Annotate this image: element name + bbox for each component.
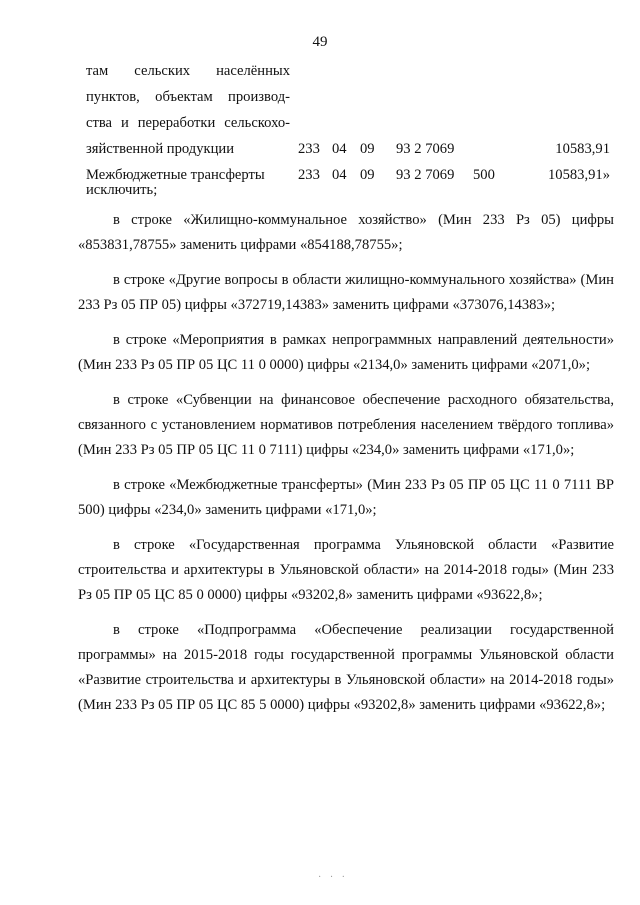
cell-rz: 04 [332, 167, 347, 183]
row-name-line: ства и переработки сельскохо- [86, 115, 290, 131]
amendment-paragraph: в строке «Субвенции на финансовое обеспечение расходного обязательства, связанного с установлением нормативов потребления населением твёрдого топлива» (Мин 233 Рз 05 ПР 05 ЦС 11 0 7111) цифры «234,0» заменить цифрами «171,0»; [78, 392, 614, 458]
amendment-list [78, 208, 614, 728]
scan-artifact: · · · [318, 872, 348, 883]
amendment-paragraph: в строке «Жилищно-коммунальное хозяйство» (Мин 233 Рз 05) цифры «853831,78755» заменить цифрами «854188,78755»; [78, 212, 614, 253]
exclude-note: исключить; [86, 182, 158, 198]
row-name-line: зяйственной продукции [86, 141, 235, 157]
row-name-line: Межбюджетные трансферты [86, 167, 265, 183]
amendment-paragraph: в строке «Государственная программа Ульяновской области «Развитие строительства и архитектуры в Ульяновской области» на 2014-2018 годы» (Мин 233 Рз 05 ПР 05 ЦС 85 0 0000) цифры «93202,8» заменить цифрами «93622,8»; [78, 537, 614, 603]
cell-vr: 500 [473, 167, 495, 183]
table-row [86, 58, 616, 162]
cell-cs: 93 2 7069 [396, 141, 455, 157]
table-row [86, 162, 616, 188]
row-name [86, 58, 290, 162]
amendment-paragraph: в строке «Подпрограмма «Обеспечение реализации государственной программы» на 2015-2018 годы государственной программы Ульяновской области «Развитие строительства и архитектуры в Ульяновской области» на 2014-2018 годы» (Мин 233 Рз 05 ПР 05 ЦС 85 5 0000) цифры «93202,8» заменить цифрами «93622,8»; [78, 622, 614, 713]
amendment-paragraph: в строке «Другие вопросы в области жилищно-коммунального хозяйства» (Мин 233 Рз 05 ПР 05) цифры «372719,14383» заменить цифрами «373076,14383»; [78, 272, 614, 313]
amendment-paragraph: в строке «Мероприятия в рамках непрограммных направлений деятельности» (Мин 233 Рз 05 ПР 05 ЦС 11 0 0000) цифры «2134,0» заменить цифрами «2071,0»; [78, 332, 614, 373]
row-name-line: там сельских населённых [86, 63, 290, 79]
cell-sum: 10583,91» [547, 167, 610, 183]
cell-pr: 09 [360, 141, 375, 157]
cell-pr: 09 [360, 167, 375, 183]
row-name-line: пунктов, объектам производ- [86, 89, 290, 105]
cell-rz: 04 [332, 141, 347, 157]
cell-min: 233 [298, 167, 320, 183]
cell-cs: 93 2 7069 [396, 167, 455, 183]
budget-table [86, 58, 616, 188]
amendment-paragraph: в строке «Межбюджетные трансферты» (Мин 233 Рз 05 ПР 05 ЦС 11 0 7111 ВР 500) цифры «234,0» заменить цифрами «171,0»; [78, 477, 614, 518]
cell-sum: 10583,91 [555, 141, 610, 157]
page-number: 49 [312, 34, 328, 50]
cell-min: 233 [298, 141, 320, 157]
